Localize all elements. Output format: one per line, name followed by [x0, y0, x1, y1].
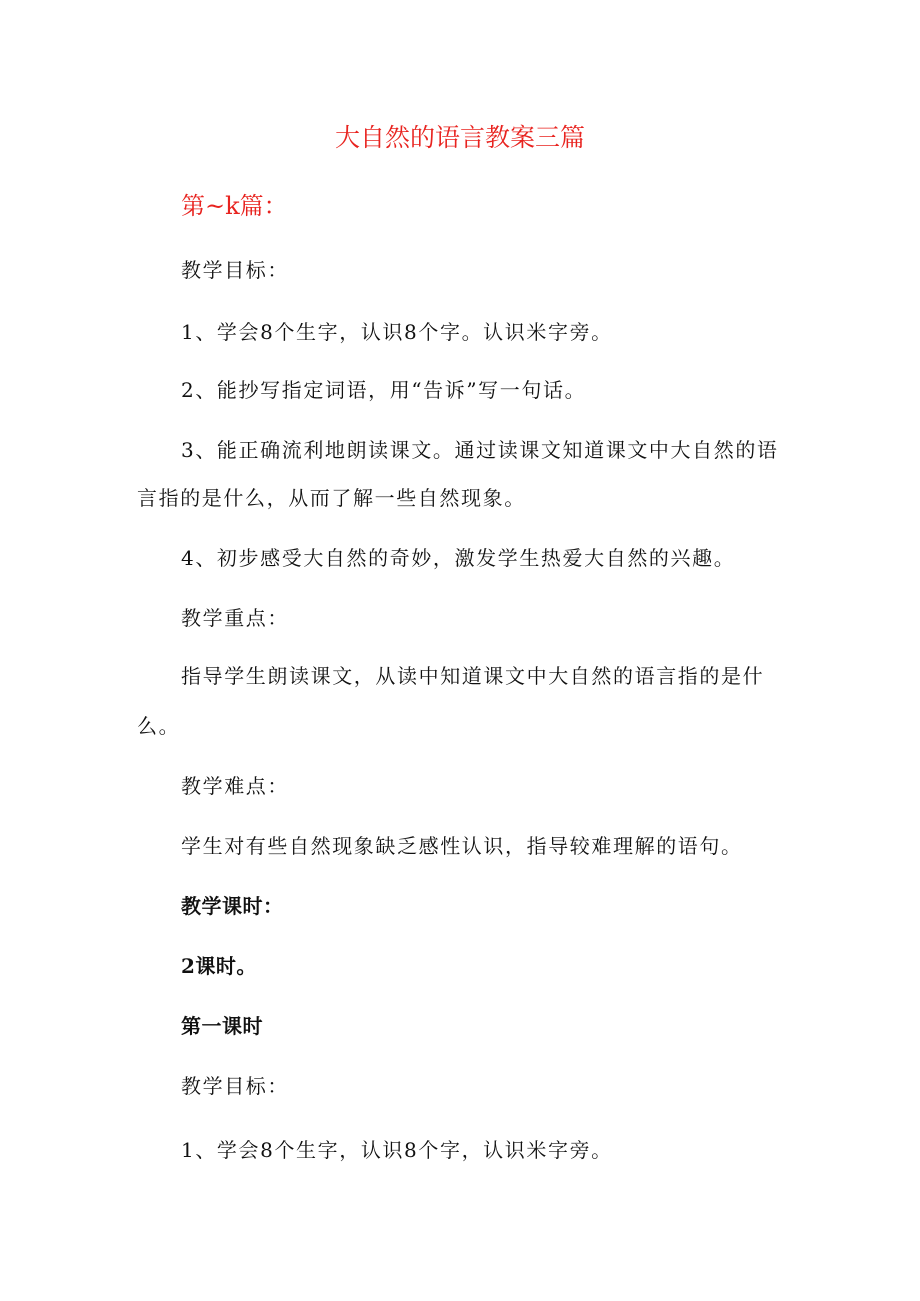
difficulties-text: 学生对有些自然现象缺乏感性认识，指导较难理解的语句。 — [181, 834, 743, 858]
goal-item-1-second: 1、学会8个生字，认识8个字，认识米字旁。 — [181, 1138, 613, 1162]
heading-first-lesson: 第一课时 — [181, 1014, 263, 1038]
class-hours-text: 2课时。 — [181, 954, 257, 978]
document-title: 大自然的语言教案三篇 — [334, 123, 585, 152]
goal-item-3-continued: 言指的是什么，从而了解一些自然现象。 — [137, 486, 526, 510]
key-points-text: 指导学生朗读课文，从读中知道课文中大自然的语言指的是什 — [181, 664, 765, 688]
heading-difficulties: 教学难点： — [181, 774, 289, 798]
goal-item-3: 3、能正确流利地朗读课文。通过读课文知道课文中大自然的语 — [181, 438, 779, 462]
goal-item-1: 1、学会8个生字，认识8个字。认识米字旁。 — [181, 320, 613, 344]
heading-teaching-goals: 教学目标： — [181, 258, 289, 282]
heading-class-hours: 教学课时： — [181, 894, 284, 918]
goal-item-4: 4、初步感受大自然的奇妙，激发学生热爱大自然的兴趣。 — [181, 546, 736, 570]
key-points-text-continued: 么。 — [137, 714, 181, 738]
heading-key-points: 教学重点： — [181, 606, 289, 630]
section-heading: 第~k篇： — [181, 192, 288, 220]
heading-teaching-goals-2: 教学目标： — [181, 1074, 289, 1098]
goal-item-2: 2、能抄写指定词语，用“告诉”写一句话。 — [181, 378, 587, 402]
